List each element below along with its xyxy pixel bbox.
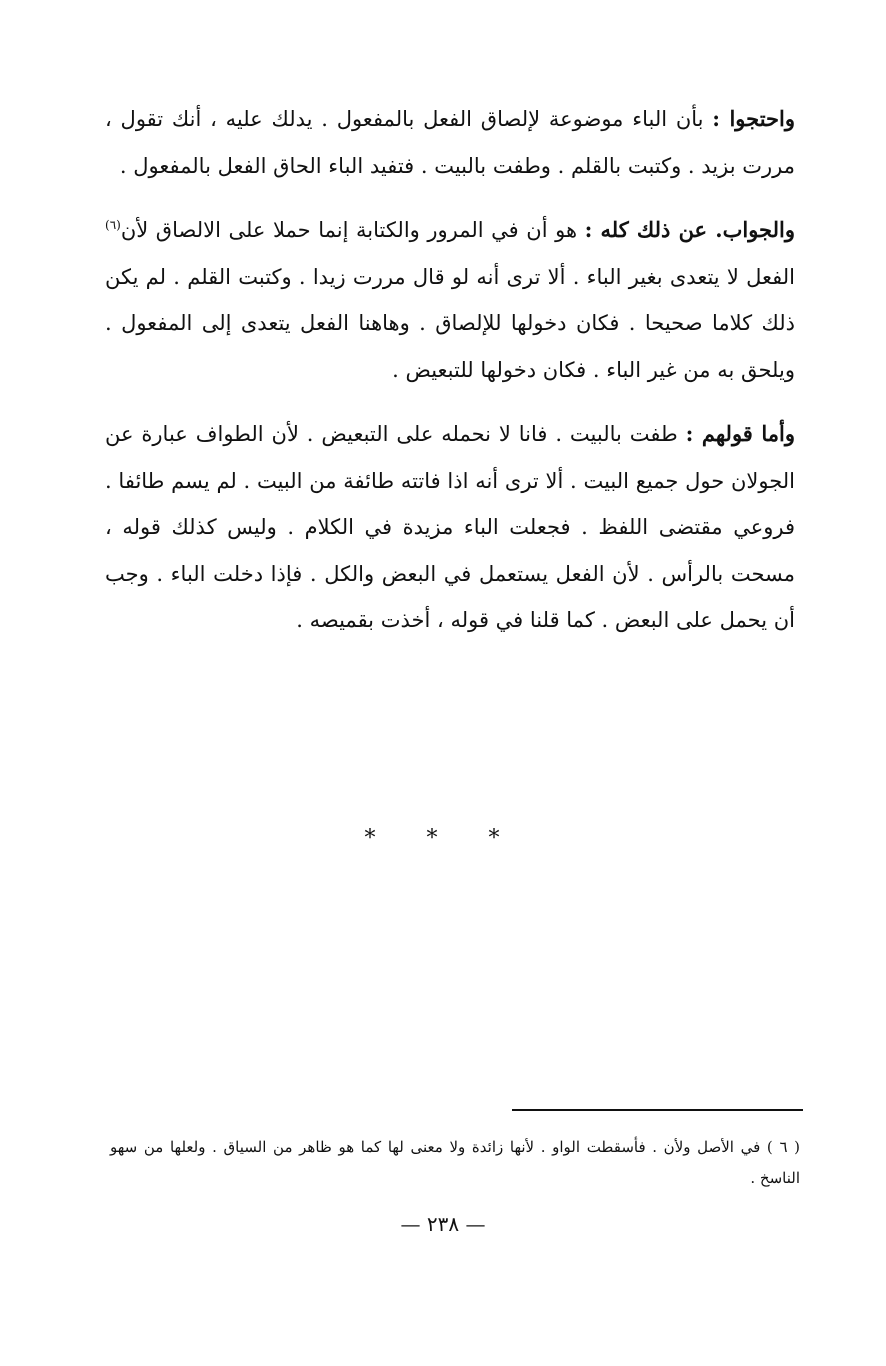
paragraph-body: بأن الباء موضوعة لإلصاق الفعل بالمفعول . يدلك عليه ، أنك تقول ، مررت بزيد . وكتبت بالقلم . وطفت بالبيت . فتفيد الباء الحاق الفعل بالمفعول . <box>105 107 795 178</box>
paragraph-argument <box>105 96 795 189</box>
paragraph-lead: والجواب. عن ذلك كله : <box>584 217 795 242</box>
page-number: — ٢٣٨ — <box>400 1212 486 1236</box>
footnote-divider <box>512 1109 803 1111</box>
paragraph-body-part2: الفعل لا يتعدى بغير الباء . ألا ترى أنه لو قال مررت زيدا . وكتبت القلم . لم يكن ذلك كلاما صحيحا . فكان دخولها للإلصاق . وهاهنا الفعل يتعدى إلى المفعول . ويلحق به من غير الباء . فكان دخولها للتبعيض . <box>105 264 795 382</box>
paragraph-rebuttal <box>105 411 795 644</box>
paragraph-body: طفت بالبيت . فانا لا نحمله على التبعيض . لأن الطواف عبارة عن الجولان حول جميع البيت . ألا ترى أنه اذا فاتته طائفة من البيت . لم يسم طائفا . فروعي مقتضى اللفظ . فجعلت الباء مزيدة في الكلام . وليس كذلك قوله ، مسحت بالرأس . لأن الفعل يستعمل في البعض والكل . فإذا دخلت الباء . وجب أن يحمل على البعض . كما قلنا في قوله ، أخذت بقميصه . <box>105 422 795 632</box>
section-separator: * * * <box>364 826 522 851</box>
paragraph-lead: واحتجوا : <box>712 106 795 131</box>
footnote-reference[interactable]: (٦) <box>105 218 121 232</box>
footnote-text: ( ٦ ) في الأصل ولأن . فأسقطت الواو . لأنها زائدة ولا معنى لها كما هو ظاهر من السياق . ولعلها من سهو الناسخ . <box>110 1138 800 1187</box>
main-text-block <box>105 96 795 644</box>
paragraph-body-part1: هو أن في المرور والكتابة إنما حملا على الالصاق لأن <box>120 218 585 242</box>
paragraph-answer <box>105 207 795 393</box>
paragraph-lead: وأما قولهم : <box>685 421 795 446</box>
